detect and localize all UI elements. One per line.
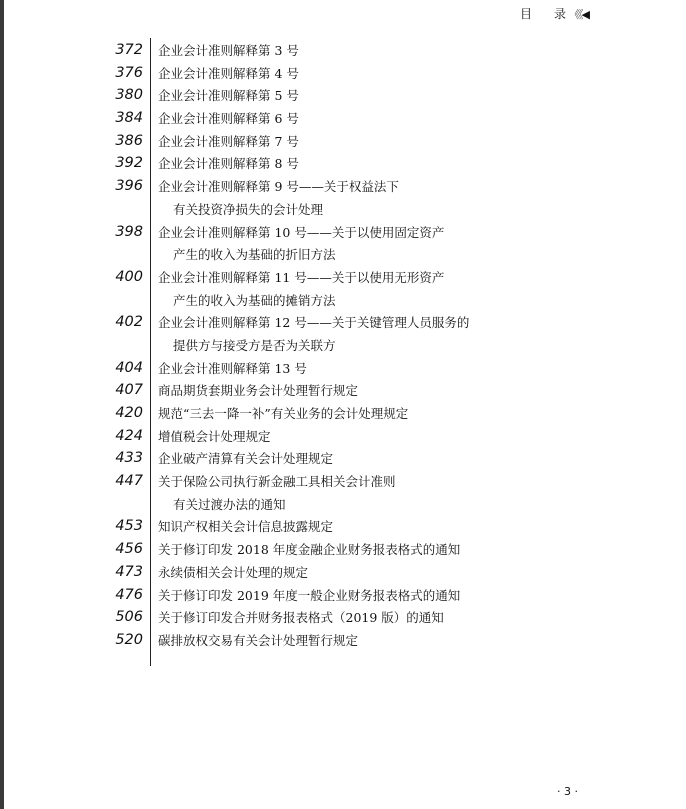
toc-page-number: 402	[115, 314, 143, 331]
toc-entry-title: 企业会计准则解释第 7 号	[158, 133, 299, 149]
toc-entry[interactable]	[0, 448, 686, 471]
header-char-mu: 目	[520, 7, 533, 21]
toc-entry[interactable]	[0, 403, 686, 426]
toc-entry-title-continuation: 提供方与接受方是否为关联方	[173, 337, 336, 353]
toc-entry-title: 规范“三去一降一补”有关业务的会计处理规定	[158, 406, 409, 421]
toc-entry-title-continuation: 有关投资净损失的会计处理	[173, 201, 324, 217]
toc-page-number: 392	[115, 155, 143, 172]
toc-entry-title: 增值税会计处理规定	[158, 428, 271, 444]
toc-entry[interactable]	[0, 131, 686, 154]
toc-page-number: 433	[115, 450, 143, 467]
toc-entry-title: 知识产权相关会计信息披露规定	[158, 519, 334, 535]
toc-entry[interactable]	[0, 358, 686, 381]
toc-entry[interactable]	[0, 516, 686, 539]
toc-entry-title: 企业会计准则解释第 12 号——关于关键管理人员服务的	[158, 315, 470, 331]
toc-entry[interactable]	[0, 380, 686, 403]
toc-page-number: 453	[115, 518, 143, 535]
toc-page-number: 386	[115, 132, 143, 149]
toc-entry-title: 关于修订印发 2019 年度一般企业财务报表格式的通知	[158, 587, 461, 603]
header-char-lu: 录	[554, 7, 567, 21]
toc-entry-title: 关于保险公司执行新金融工具相关会计准则	[158, 474, 396, 490]
toc-entry-title: 企业会计准则解释第 10 号——关于以使用固定资产	[158, 224, 445, 240]
toc-entry[interactable]	[0, 85, 686, 108]
toc-entry[interactable]	[0, 630, 686, 653]
toc-entry[interactable]	[0, 426, 686, 449]
toc-entry-title: 商品期货套期业务会计处理暂行规定	[158, 383, 359, 399]
toc-page-number: 398	[115, 223, 143, 240]
page-number: · 3 ·	[557, 785, 578, 798]
toc-entry-title-continuation: 产生的收入为基础的折旧方法	[173, 247, 336, 263]
toc-entry-title: 企业破产清算有关会计处理规定	[158, 451, 334, 467]
toc-entry-title: 企业会计准则解释第 11 号——关于以使用无形资产	[158, 269, 445, 285]
toc-page-number: 407	[115, 382, 143, 399]
toc-page-number: 380	[115, 87, 143, 104]
toc-entry[interactable]	[0, 312, 686, 357]
toc-entry-title-continuation: 有关过渡办法的通知	[173, 496, 286, 512]
toc-page-number: 404	[115, 359, 143, 376]
toc-entry[interactable]	[0, 607, 686, 630]
toc-entry[interactable]	[0, 222, 686, 267]
toc-entry[interactable]	[0, 585, 686, 608]
toc-entry-title: 企业会计准则解释第 8 号	[158, 156, 299, 172]
toc-page-number: 400	[115, 268, 143, 285]
toc-entry-title: 企业会计准则解释第 4 号	[158, 65, 299, 81]
toc-entry-title: 企业会计准则解释第 5 号	[158, 88, 299, 104]
toc-page-number: 384	[115, 110, 143, 127]
toc-entry[interactable]	[0, 176, 686, 221]
toc-entry-title: 碳排放权交易有关会计处理暂行规定	[158, 632, 359, 648]
toc-entry-title: 关于修订印发合并财务报表格式（2019 版）的通知	[158, 610, 444, 626]
toc-entry[interactable]	[0, 153, 686, 176]
toc-entry-title: 企业会计准则解释第 3 号	[158, 43, 299, 58]
toc-entry[interactable]	[0, 471, 686, 516]
toc-entry-title: 永续债相关会计处理的规定	[158, 564, 309, 580]
toc-entry-title: 企业会计准则解释第 9 号——关于权益法下	[158, 179, 399, 195]
toc-entry-title: 企业会计准则解释第 6 号	[158, 111, 299, 127]
toc-page-number: 506	[115, 609, 143, 626]
table-of-contents	[0, 40, 686, 653]
toc-page-number: 473	[115, 563, 143, 580]
toc-page-number: 424	[115, 427, 143, 444]
toc-page-number: 476	[115, 586, 143, 603]
toc-entry-title-continuation: 产生的收入为基础的摊销方法	[173, 292, 336, 308]
toc-entry[interactable]	[0, 562, 686, 585]
toc-page-number: 372	[115, 42, 143, 58]
toc-entry[interactable]	[0, 539, 686, 562]
toc-entry-title: 企业会计准则解释第 13 号	[158, 360, 307, 376]
toc-page-number: 447	[115, 473, 143, 490]
toc-entry[interactable]	[0, 40, 686, 63]
toc-entry[interactable]	[0, 63, 686, 86]
toc-page-number: 420	[115, 405, 143, 421]
toc-page-number: 520	[115, 631, 143, 648]
toc-entry-title: 关于修订印发 2018 年度金融企业财务报表格式的通知	[158, 542, 461, 558]
toc-page-number: 396	[115, 178, 143, 195]
toc-page-number: 456	[115, 541, 143, 558]
toc-entry[interactable]	[0, 108, 686, 131]
running-header	[520, 5, 588, 22]
toc-page-number: 376	[115, 64, 143, 81]
toc-entry[interactable]	[0, 267, 686, 312]
chevron-arrows-icon: 《《◀	[569, 7, 588, 21]
